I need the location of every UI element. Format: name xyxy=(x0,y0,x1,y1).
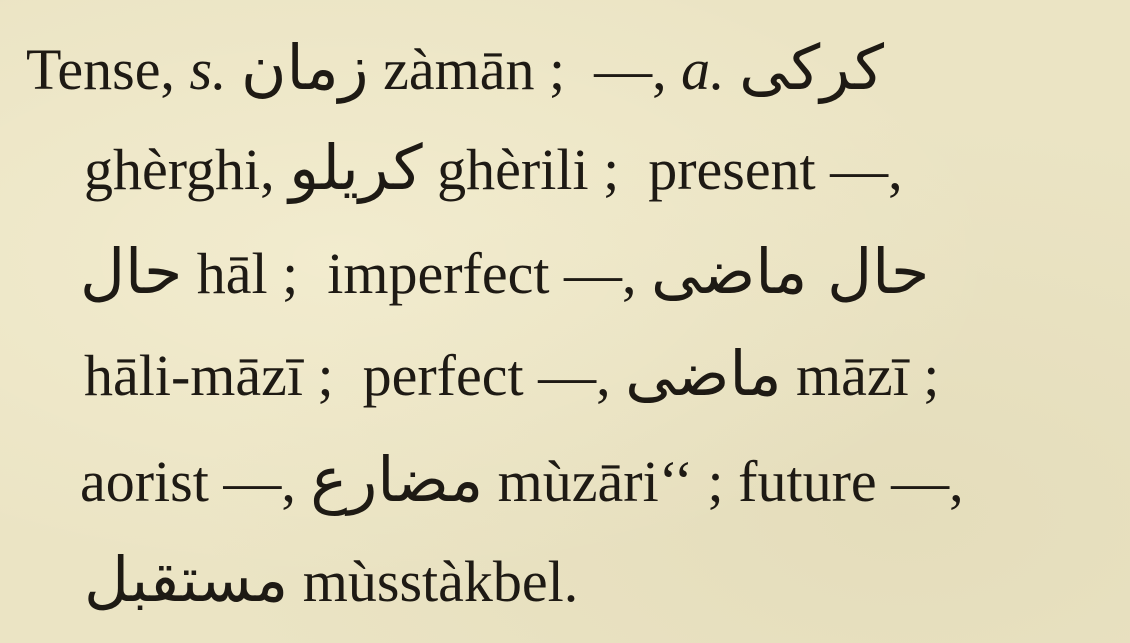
future-label: future —, xyxy=(738,449,964,514)
entry-line-1 xyxy=(26,28,884,108)
part-of-speech-adjective: a. xyxy=(681,37,725,102)
aorist-arabic: مضارع xyxy=(310,443,484,516)
present-label: present —, xyxy=(648,137,903,202)
headword: Tense, xyxy=(26,37,175,102)
entry-line-2 xyxy=(84,128,903,208)
imperfect-arabic: حال ماضی xyxy=(650,235,930,308)
entry-line-5 xyxy=(80,440,964,520)
dash-separator: —, xyxy=(594,37,667,102)
present-arabic: حال xyxy=(80,235,183,308)
present-transliteration: hāl ; xyxy=(196,241,299,306)
entry-line-6 xyxy=(84,540,578,620)
future-arabic: مستقبل xyxy=(84,543,289,616)
aorist-label: aorist —, xyxy=(80,449,296,514)
perfect-arabic: ماضی xyxy=(625,337,782,410)
noun-arabic: زمان xyxy=(241,31,369,104)
aorist-transliteration: mùzāri‘‘ ; xyxy=(497,449,724,514)
part-of-speech-noun: s. xyxy=(189,37,227,102)
imperfect-label: imperfect —, xyxy=(327,241,637,306)
perfect-transliteration: māzī ; xyxy=(796,343,940,408)
perfect-label: perfect —, xyxy=(362,343,611,408)
adjective-arabic-1: کرکی xyxy=(739,31,884,104)
adjective-arabic-2: کریلو xyxy=(289,131,423,204)
entry-line-4 xyxy=(84,334,939,414)
entry-line-3 xyxy=(80,232,929,312)
imperfect-transliteration: hāli-māzī ; xyxy=(84,343,334,408)
adjective-transliteration-1: ghèrghi, xyxy=(84,137,275,202)
adjective-transliteration-2: ghèrili ; xyxy=(437,137,620,202)
noun-transliteration: zàmān ; xyxy=(383,37,566,102)
future-transliteration: mùsstàkbel. xyxy=(302,549,579,614)
